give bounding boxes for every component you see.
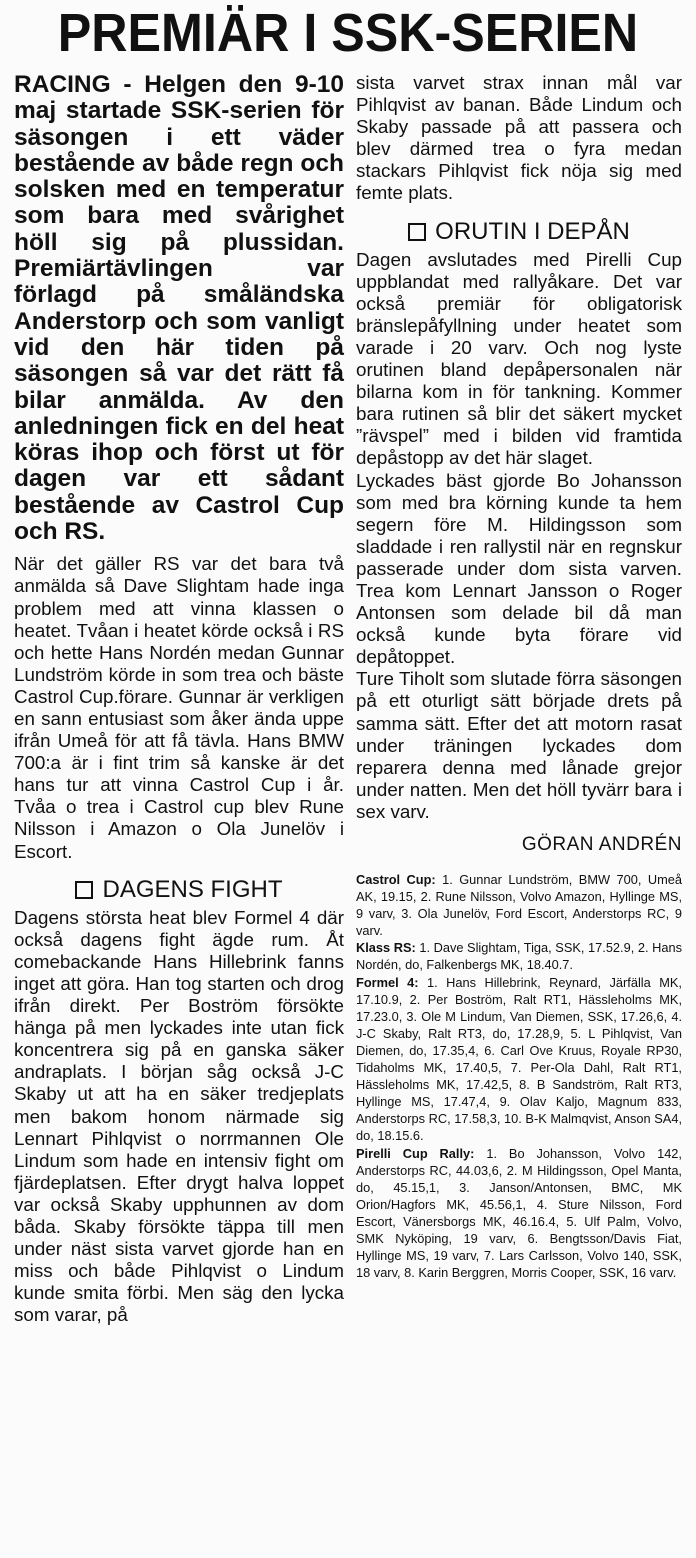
headline: PREMIÄR I SSK-SERIEN: [57, 3, 639, 63]
subheading-text: ORUTIN I DEPÅN: [435, 217, 630, 245]
subheading-orutin: [356, 217, 682, 247]
results-text: 1. Hans Hillebrink, Reynard, Järfälla MK, 17.10.9, 2. Per Boström, Ralt RT1, Hässleholms MK, 17.23.0, 3. Ole M Lindum, Van Diemen, SSK, 17.26,6, 4. J-C Skaby, Ralt RT3, do, 17.28,9, 5. L Pihlqvist, Van Diemen, do, 17.35,4, 6. Carl Ove Kruus, Royale RP30, Tidaholms MK, 17.40,5, 7. Per-Ola Dahl, Ralt RT1, Hässleholms MK, 17.42,5, 8. B Sandström, Ralt RT3, Hyllinge MS, 17.47,4, 9. Olav Kaljo, Magnum 833, Anderstorps RC, 17.58,3, 10. B-K Malmqvist, Anson SA4, do, 18.15.6.: [356, 974, 682, 1144]
results-label: Pirelli Cup Rally:: [356, 1145, 475, 1161]
results-label: Klass RS:: [356, 940, 416, 956]
results-text: 1. Dave Slightam, Tiga, SSK, 17.52.9, 2. Hans Nordén, do, Falkenbergs MK, 18.40.7.: [356, 940, 682, 973]
left-column: [14, 72, 344, 1326]
byline: GÖRAN ANDRÉN: [521, 834, 682, 855]
results-label: Formel 4:: [356, 974, 419, 990]
lead-paragraph: RACING - Helgen den 9-10 maj startade SSK-serien för säsongen i ett väder bestående av både regn och solsken med en temperatur som bara med svårighet höll sig på plussidan. Premiärtävlingen var förlagd på småländska Anderstorp och som vanligt vid den här tiden på säsongen så var det rätt få bilar anmälda. Av den anledningen fick en del heat köras ihop och först ut för dagen var ett sådant bestående av Castrol Cup och RS.: [14, 71, 344, 546]
results-formel4: [356, 974, 682, 1145]
results-text: 1. Bo Johansson, Volvo 142, Anderstorps RC, 44.03,6, 2. M Hildingsson, Opel Manta, do, 45.15,1, 3. Janson/Antonsen, BMC, MK Orion/Hagfors MK, 45.56,1, 4. Sture Nilsson, Ford Escort, Vänersborgs MK, 46.16.4, 5. Ulf Palm, Volvo, SMK Nyköping, 19 varv, 6. Bengtsson/Davis Fiat, Hyllinge MS, 19 varv, 7. Lars Carlsson, Volvo 140, SSK, 18 varv, 8. Karin Berggren, Morris Cooper, SSK, 16 varv.: [356, 1145, 682, 1281]
paragraph-tiholt: Ture Tiholt som slutade förra säsongen på ett oturligt sätt började drets på samma sätt. Efter det att motorn rasat under träningen lyckades dom reparera denna med lånade grejor under natten. Men det höll tyvärr bara i sex varv.: [356, 668, 682, 822]
results-box: [356, 871, 682, 1281]
results-text: 1. Gunnar Lundström, BMW 700, Umeå AK, 19.15, 2. Rune Nilsson, Volvo Amazon, Hyllinge MS, 9 varv, 3. Ola Junelöv, Ford Escort, Anderstorps RC, 9 varv.: [356, 872, 682, 939]
results-rs: [356, 939, 682, 973]
results-label: Castrol Cup:: [356, 872, 436, 887]
paragraph-johansson: Lyckades bäst gjorde Bo Johansson som med bra körning kunde ta hem segern före M. Hildingsson som sladdade i ren rallystil när en regnskur passerade under dom sista varven. Trea kom Lennart Jansson o Roger Antonsen som delade bil då man också kunde byta förare vid depåtoppet.: [356, 469, 682, 668]
subheading-dagens-fight: [14, 875, 344, 905]
checkbox-square-icon: [408, 223, 426, 241]
checkbox-square-icon: [75, 881, 93, 899]
paragraph-continuation: sista varvet strax innan mål var Pihlqvist av banan. Både Lindum och Skaby passade på att passera och blev därmed trea o fyra medan stackars Pihlqvist fick nöja sig med femte plats.: [356, 72, 682, 204]
results-castrol: [356, 871, 682, 939]
right-column: [356, 72, 682, 1281]
paragraph-rs: När det gäller RS var det bara två anmälda så Dave Slightam hade inga problem med att vinna klassen o heatet. Tvåan i heatet körde också i RS och hette Hans Nordén medan Gunnar Lundström körde in som trea och bäste Castrol Cup.förare. Gunnar är verkligen en sann entusiast som åker ända uppe ifrån Umeå för att få tävla. Hans BMW 700:a är i fint trim så kanske är det hans tur att vinna Castrol Cup i år. Tvåa o trea i Castrol cup blev Rune Nilsson i Amazon o Ola Junelöv i Escort.: [14, 553, 344, 862]
paragraph-formel4: Dagens största heat blev Formel 4 där också dagens fight ägde rum. Åt comebackande Hans Hillebrink fanns inget att göra. Han tog starten och drog ifrån direkt. Per Boström försökte hänga på men lyckades inte utan fick koncentrera sig på en ganska säker andraplats. I början såg också J-C Skaby ut att ha en säker tredjeplats men bakom honom närmade sig Lennart Pihlqvist o norrmannen Ole Lindum som hade en intensiv fight om fjärdeplatsen. Efter drygt halva loppet var också Skaby upphunnen av dom båda. Skaby försökte täppa till men under näst sista varvet gjorde han en miss och både Pihlqvist o Lindum kunde smita förbi. Men säg den lycka som varar, på: [14, 906, 344, 1326]
paragraph-pirelli: Dagen avslutades med Pirelli Cup uppblandat med rallyåkare. Det var också premiär för obligatorisk bränslepåfyllning under heatet som varade i 20 varv. Och nog lyste orutinen bland depåpersonalen när bilarna kom in för tankning. Kommer bara rutinen så blir det säkert mycket ”rävspel” med i bilden vid framtida depåstopp av det här slaget.: [356, 248, 682, 469]
subheading-text: DAGENS FIGHT: [102, 875, 283, 903]
results-pirelli: [356, 1145, 682, 1282]
